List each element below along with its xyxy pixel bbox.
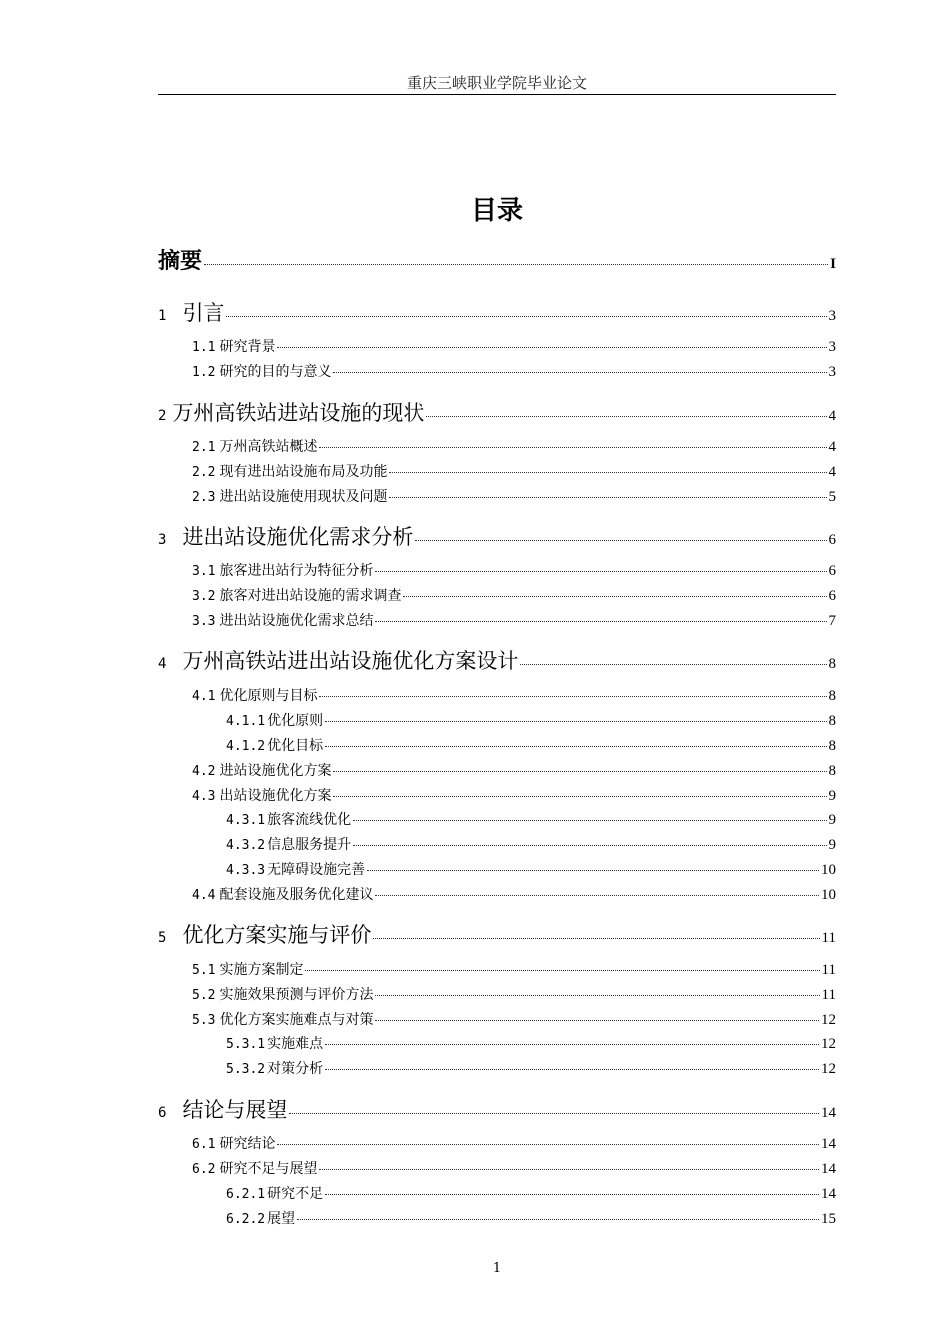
toc-leader-dots — [277, 347, 826, 348]
toc-entry[interactable] — [158, 244, 836, 275]
toc-entry-page: 6 — [828, 532, 836, 548]
toc-entry-text: 万州高铁站进站设施的现状 — [172, 401, 425, 425]
toc-entry-number: 1.2 — [192, 365, 216, 380]
toc-entry-number: 2 — [158, 408, 167, 424]
toc-leader-dots — [325, 1069, 819, 1070]
toc-entry[interactable] — [158, 297, 836, 327]
toc-entry[interactable] — [226, 1058, 836, 1078]
toc-entry-number: 2.1 — [192, 440, 216, 455]
toc-leader-dots — [297, 1219, 819, 1220]
toc-entry-text: 展望 — [267, 1211, 296, 1227]
toc-leader-dots — [353, 845, 826, 846]
page-header-title: 重庆三峡职业学院毕业论文 — [406, 74, 587, 92]
toc-entry-number: 2.3 — [192, 490, 216, 505]
toc-entry-text: 优化目标 — [267, 738, 324, 754]
toc-leader-dots — [353, 820, 826, 821]
toc-leader-dots — [415, 540, 826, 541]
toc-entry-number: 5.3 — [192, 1013, 216, 1028]
toc-entry-page: 3 — [828, 308, 836, 324]
toc-entry-text: 进出站设施使用现状及问题 — [219, 489, 388, 505]
toc-entry[interactable] — [192, 1158, 836, 1178]
toc-entry-text: 研究不足 — [267, 1186, 324, 1202]
toc-entry[interactable] — [226, 710, 836, 730]
toc-entry-text: 旅客进出站行为特征分析 — [219, 563, 374, 579]
toc-entry[interactable] — [226, 859, 836, 879]
toc-entry-page: 14 — [821, 1136, 836, 1152]
toc-entry[interactable] — [158, 645, 836, 675]
toc-entry[interactable] — [192, 361, 836, 381]
toc-entry-page: 11 — [821, 930, 836, 946]
toc-leader-dots — [305, 970, 819, 971]
toc-entry[interactable] — [226, 1183, 836, 1203]
toc-leader-dots — [389, 472, 826, 473]
toc-entry[interactable] — [192, 486, 836, 506]
toc-entry-number: 4.1.2 — [226, 739, 266, 754]
toc-entry[interactable] — [192, 1009, 836, 1029]
toc-entry-page: 3 — [828, 364, 836, 380]
toc-leader-dots — [389, 497, 826, 498]
toc-entry-number: 3.1 — [192, 564, 216, 579]
toc-entry-page: 8 — [828, 656, 836, 672]
toc-entry-number: 3 — [158, 532, 167, 548]
toc-entry[interactable] — [158, 1094, 836, 1124]
toc-entry-number: 5.2 — [192, 988, 216, 1003]
toc-entry-text: 研究不足与展望 — [219, 1161, 318, 1177]
toc-entry-text: 信息服务提升 — [267, 837, 352, 853]
toc-entry[interactable] — [158, 521, 836, 551]
toc-title: 目录 — [470, 196, 523, 226]
toc-entry-number: 4.4 — [192, 888, 216, 903]
toc-entry-number: 5.3.1 — [226, 1037, 266, 1052]
toc-entry-page: 14 — [821, 1105, 836, 1121]
toc-entry-page: 14 — [821, 1186, 836, 1202]
toc-entry-page: 11 — [821, 987, 836, 1003]
toc-leader-dots — [319, 1169, 819, 1170]
toc-entry-number: 6.2.2 — [226, 1212, 266, 1227]
toc-entry-page: 12 — [821, 1061, 836, 1077]
toc-entry-text: 万州高铁站进出站设施优化方案设计 — [182, 649, 519, 673]
toc-entry-number: 6 — [158, 1105, 167, 1121]
toc-entry[interactable] — [226, 1208, 836, 1228]
toc-entry-page: 9 — [828, 837, 836, 853]
toc-entry[interactable] — [192, 336, 836, 356]
toc-entry-number: 6.2.1 — [226, 1187, 266, 1202]
toc-entry[interactable] — [226, 809, 836, 829]
toc-entry-page: 6 — [828, 563, 836, 579]
toc-entry[interactable] — [192, 585, 836, 605]
toc-entry[interactable] — [192, 959, 836, 979]
toc-leader-dots — [325, 721, 826, 722]
toc-entry-text: 进出站设施优化需求分析 — [182, 525, 414, 549]
toc-entry-text: 无障碍设施完善 — [267, 862, 366, 878]
toc-entry-text: 实施难点 — [267, 1036, 324, 1052]
toc-entry-number: 5.1 — [192, 963, 216, 978]
toc-entry-page: 11 — [821, 962, 836, 978]
toc-leader-dots — [373, 938, 819, 939]
toc-leader-dots — [375, 995, 819, 996]
toc-entry-number: 1 — [158, 308, 167, 324]
toc-entry[interactable] — [192, 884, 836, 904]
toc-entry-number: 5.3.2 — [226, 1062, 266, 1077]
toc-leader-dots — [226, 316, 826, 317]
toc-entry-page: 10 — [821, 887, 836, 903]
toc-entry[interactable] — [192, 785, 836, 805]
toc-entry[interactable] — [192, 610, 836, 630]
toc-entry-text: 实施方案制定 — [219, 962, 304, 978]
toc-entry-text: 配套设施及服务优化建议 — [219, 887, 374, 903]
toc-entry-text: 结论与展望 — [182, 1098, 288, 1122]
toc-entry[interactable] — [192, 436, 836, 456]
toc-entry-page: 8 — [828, 688, 836, 704]
toc-leader-dots — [520, 664, 826, 665]
toc-entry-number: 1.1 — [192, 340, 216, 355]
toc-leader-dots — [333, 372, 826, 373]
toc-entry[interactable] — [192, 560, 836, 580]
toc-entry-text: 对策分析 — [267, 1061, 324, 1077]
toc-entry-page: 6 — [828, 588, 836, 604]
toc-leader-dots — [325, 1044, 819, 1045]
toc-entry-number: 4.3 — [192, 789, 216, 804]
toc-entry-number: 3.3 — [192, 614, 216, 629]
toc-leader-dots — [319, 696, 826, 697]
toc-leader-dots — [375, 571, 826, 572]
toc-leader-dots — [204, 264, 828, 265]
toc-entry-text: 优化原则 — [267, 713, 324, 729]
toc-entry-text: 进站设施优化方案 — [219, 763, 332, 779]
toc-entry-page: I — [830, 256, 836, 272]
toc-entry-number: 4.2 — [192, 764, 216, 779]
toc-entry-number: 4.3.1 — [226, 813, 266, 828]
toc-entry-text: 优化原则与目标 — [219, 688, 318, 704]
toc-entry-page: 3 — [828, 339, 836, 355]
toc-entry-page: 8 — [828, 738, 836, 754]
toc-entry-text: 进出站设施优化需求总结 — [219, 613, 374, 629]
toc-entry-page: 4 — [828, 408, 836, 424]
toc-entry-page: 8 — [828, 763, 836, 779]
toc-entry[interactable] — [192, 685, 836, 705]
toc-entry[interactable] — [226, 1033, 836, 1053]
toc-entry-text: 万州高铁站概述 — [219, 439, 318, 455]
toc-entry-page: 14 — [821, 1161, 836, 1177]
toc-leader-dots — [375, 1020, 819, 1021]
toc-entry[interactable] — [158, 919, 836, 949]
toc-entry-number: 5 — [158, 930, 167, 946]
toc-entry-text: 研究结论 — [219, 1136, 276, 1152]
toc-leader-dots — [289, 1113, 819, 1114]
toc-entry[interactable] — [192, 461, 836, 481]
toc-entry-page: 15 — [821, 1211, 836, 1227]
toc-entry-text: 旅客流线优化 — [267, 812, 352, 828]
toc-leader-dots — [325, 1194, 819, 1195]
page-number: 1 — [492, 1261, 502, 1276]
toc-entry[interactable] — [158, 397, 836, 427]
toc-entry-number: 2.2 — [192, 465, 216, 480]
toc-entry-number: 4.1 — [192, 689, 216, 704]
toc-entry-page: 5 — [828, 489, 836, 505]
toc-entry-text: 实施效果预测与评价方法 — [219, 987, 374, 1003]
toc-entry-page: 8 — [828, 713, 836, 729]
toc-leader-dots — [277, 1144, 819, 1145]
toc-entry[interactable] — [192, 1133, 836, 1153]
toc-entry-text: 现有进出站设施布局及功能 — [219, 464, 388, 480]
toc-entry-number: 6.1 — [192, 1137, 216, 1152]
toc-entry-page: 4 — [828, 464, 836, 480]
toc-entry-text: 出站设施优化方案 — [219, 788, 332, 804]
toc-entry-text: 优化方案实施难点与对策 — [219, 1012, 374, 1028]
toc-entry-page: 7 — [828, 613, 836, 629]
toc-leader-dots — [333, 796, 826, 797]
toc-leader-dots — [375, 621, 826, 622]
toc-entry-text: 优化方案实施与评价 — [182, 923, 372, 947]
toc-entry-page: 12 — [821, 1012, 836, 1028]
header-divider — [158, 94, 836, 95]
toc-entry-text: 摘要 — [158, 249, 203, 274]
toc-entry-number: 4 — [158, 656, 167, 672]
toc-leader-dots — [375, 895, 819, 896]
toc-entry-text: 研究的目的与意义 — [219, 364, 332, 380]
toc-leader-dots — [367, 870, 819, 871]
toc-leader-dots — [403, 596, 826, 597]
toc-entry-page: 9 — [828, 812, 836, 828]
toc-entry[interactable] — [226, 735, 836, 755]
toc-entry-number: 6.2 — [192, 1162, 216, 1177]
toc-leader-dots — [333, 771, 826, 772]
toc-entry-text: 引言 — [182, 301, 225, 325]
toc-entry-page: 4 — [828, 439, 836, 455]
toc-entry[interactable] — [192, 984, 836, 1004]
toc-entry-number: 4.3.2 — [226, 838, 266, 853]
toc-entry-number: 3.2 — [192, 589, 216, 604]
toc-entry[interactable] — [226, 834, 836, 854]
toc-leader-dots — [319, 447, 826, 448]
toc-entry-text: 研究背景 — [219, 339, 276, 355]
toc-leader-dots — [426, 416, 826, 417]
toc-entry-page: 12 — [821, 1036, 836, 1052]
toc-entry[interactable] — [192, 760, 836, 780]
toc-entry-text: 旅客对进出站设施的需求调查 — [219, 588, 402, 604]
toc-entry-number: 4.1.1 — [226, 714, 266, 729]
toc-entry-number: 4.3.3 — [226, 863, 266, 878]
toc-entry-page: 9 — [828, 788, 836, 804]
toc-leader-dots — [325, 746, 826, 747]
toc-entry-page: 10 — [821, 862, 836, 878]
